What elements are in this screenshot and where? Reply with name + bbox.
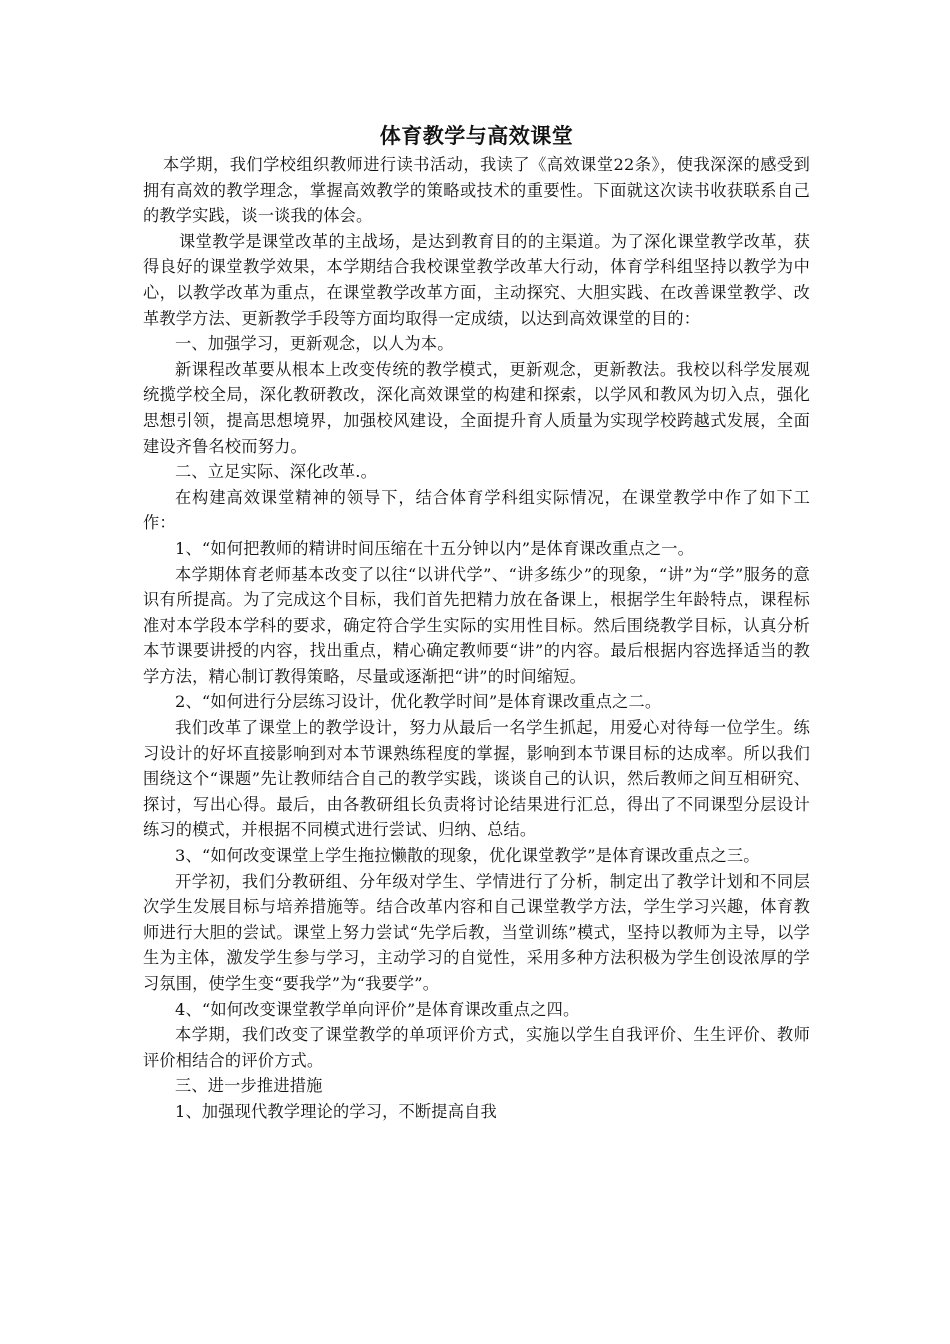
subsection-heading: 4、“如何改变课堂教学单向评价”是体育课改重点之四。	[175, 999, 580, 1019]
paragraph-body: 本学期体育老师基本改变了以往“以讲代学”、“讲多练少”的现象，“讲”为“学”服务的意识有所提高。为了完成这个目标，我们首先把精力放在备课上，根据学生年龄特点，课程标准对本学段本学科的要求，确定符合学生实际的实用性目标。然后围绕教学目标，认真分析本节课要讲授的内容，找出重点，精心确定教师要“讲”的内容。最后根据内容选择适当的教学方法，精心制订教得策略，尽量或逐渐把“讲”的时间缩短。	[143, 564, 810, 686]
section-heading: 一、加强学习，更新观念，以人为本。	[175, 334, 454, 354]
paragraph-intro: 本学期，我们学校组织教师进行读书活动，我读了《高效课堂22条》，使我深深的感受到拥有高效的教学理念，掌握高效教学的策略或技术的重要性。下面就这次读书收获联系自己的教学实践，谈一谈我的体会。	[143, 155, 810, 226]
subsection-heading: 1、加强现代教学理论的学习，不断提高自我	[175, 1101, 497, 1121]
paragraph-body: 我们改革了课堂上的教学设计，努力从最后一名学生抓起，用爱心对待每一位学生。练习设计的好坏直接影响到对本节课熟练程度的掌握，影响到本节课目标的达成率。所以我们围绕这个“课题”先让教师结合自己的教学实践，谈谈自己的认识，然后教师之间互相研究、探讨，写出心得。最后，由各教研组长负责将讨论结果进行汇总，得出了不同课型分层设计练习的模式，并根据不同模式进行尝试、归纳、总结。	[143, 718, 810, 840]
subsection-heading: 1、“如何把教师的精讲时间压缩在十五分钟以内”是体育课改重点之一。	[175, 538, 695, 558]
paragraph-body: 在构建高效课堂精神的领导下，结合体育学科组实际情况，在课堂教学中作了如下工作：	[143, 487, 810, 533]
document-page	[143, 120, 810, 1125]
section-heading: 三、进一步推进措施	[175, 1076, 323, 1096]
document-title: 体育教学与高效课堂	[379, 123, 574, 148]
subsection-heading: 2、“如何进行分层练习设计，优化教学时间”是体育课改重点之二。	[175, 692, 662, 712]
paragraph-body: 课堂教学是课堂改革的主战场，是达到教育目的的主渠道。为了深化课堂教学改革，获得良好的课堂教学效果，本学期结合我校课堂教学改革大行动，体育学科组坚持以教学为中心，以教学改革为重点，在课堂教学改革方面，主动探究、大胆实践、在改善课堂教学、改革教学方法、更新教学手段等方面均取得一定成绩，以达到高效课堂的目的：	[143, 231, 810, 328]
section-heading: 二、立足实际、深化改革.。	[175, 462, 377, 482]
paragraph-body: 新课程改革要从根本上改变传统的教学模式，更新观念，更新教法。我校以科学发展观统揽学校全局，深化教研教改，深化高效课堂的构建和探索，以学风和教风为切入点，强化思想引领，提高思想境界，加强校风建设，全面提升育人质量为实现学校跨越式发展，全面建设齐鲁名校而努力。	[143, 359, 810, 456]
paragraph-body: 本学期，我们改变了课堂教学的单项评价方式，实施以学生自我评价、生生评价、教师评价相结合的评价方式。	[143, 1025, 810, 1070]
subsection-heading: 3、“如何改变课堂上学生拖拉懒散的现象，优化课堂教学”是体育课改重点之三。	[175, 846, 760, 866]
paragraph-body: 开学初，我们分教研组、分年级对学生、学情进行了分析，制定出了教学计划和不同层次学生发展目标与培养措施等。结合改革内容和自己课堂教学方法，学生学习兴趣，体育教师进行大胆的尝试。课堂上努力尝试“先学后教，当堂训练”模式，坚持以教师为主导，以学生为主体，激发学生参与学习，主动学习的自觉性，采用多种方法积极为学生创设浓厚的学习氛围，使学生变“要我学”为“我要学”。	[143, 871, 810, 993]
